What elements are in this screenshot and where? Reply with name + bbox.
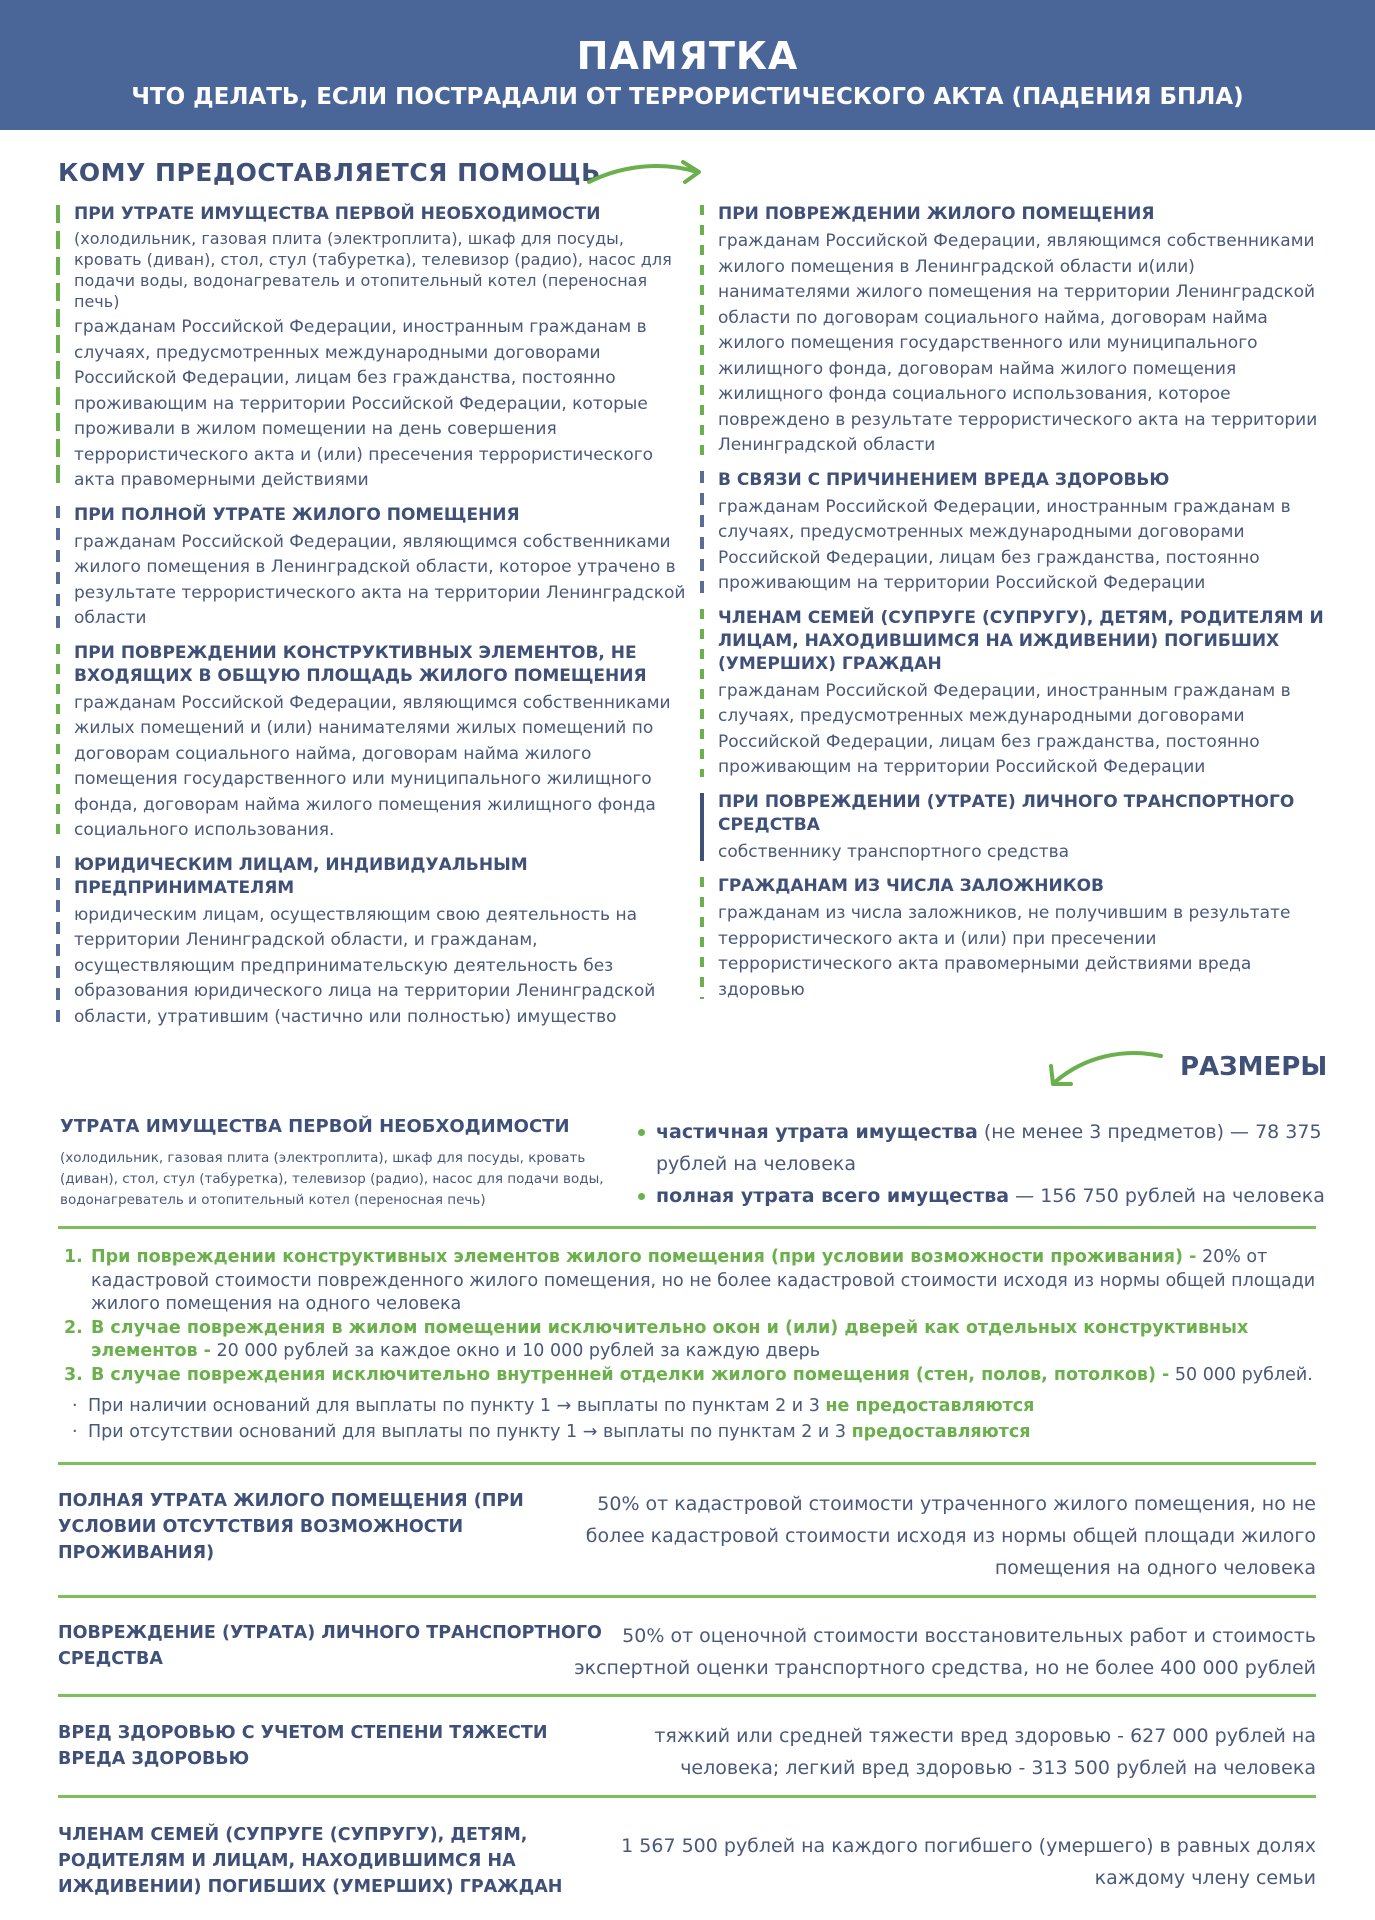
loss-note: (холодильник, газовая плита (электроплита), шкаф для посуды, кровать (диван), стол, стул (табуретка), телевизор (радио), насос для подачи воды, водонагреватель и отопительный котел (переносная печь) (60, 1150, 604, 1208)
size-row-label: ВРЕД ЗДОРОВЬЮ С УЧЕТОМ СТЕПЕНИ ТЯЖЕСТИ ВРЕДА ЗДОРОВЬЮ (58, 1723, 548, 1769)
size-row-label: ПОВРЕЖДЕНИЕ (УТРАТА) ЛИЧНОГО ТРАНСПОРТНОГО СРЕДСТВА (58, 1623, 602, 1669)
item-condition: При повреждении конструктивных элементов жилого помещения (при условии возможности проживания) - (91, 1247, 1197, 1267)
note-text: При наличии оснований для выплаты по пункту 1 → выплаты по пунктам 2 и 3 (88, 1396, 826, 1416)
list-item (64, 1364, 1324, 1388)
divider (58, 1226, 1316, 1229)
help-block (700, 203, 1330, 459)
help-section-title: КОМУ ПРЕДОСТАВЛЯЕТСЯ ПОМОЩЬ (58, 158, 601, 187)
bullet: · (72, 1396, 78, 1416)
loss-item-value: (не менее 3 предметов) — 78 375 рублей на человека (656, 1121, 1322, 1175)
arrow-left-icon (1045, 1048, 1165, 1092)
page-title: ПАМЯТКА (576, 34, 799, 78)
help-block (700, 791, 1330, 866)
item-condition: В случае повреждения исключительно внутренней отделки жилого помещения (стен, полов, потолков) - (91, 1364, 1170, 1385)
help-block (700, 875, 1330, 1003)
help-block-heading: ГРАЖДАНАМ ИЗ ЧИСЛА ЗАЛОЖНИКОВ (718, 876, 1105, 896)
help-block-heading: ПРИ ПОВРЕЖДЕНИИ (УТРАТЕ) ЛИЧНОГО ТРАНСПОРТНОГО СРЕДСТВА (718, 791, 1295, 835)
divider (58, 1595, 1316, 1598)
sizes-section-title: РАЗМЕРЫ (1180, 1052, 1328, 1082)
loss-list (634, 1116, 1334, 1212)
help-block (700, 607, 1330, 781)
item-amount: 20 000 рублей за каждое окно и 10 000 рублей за каждую дверь (210, 1341, 821, 1361)
loss-title: УТРАТА ИМУЩЕСТВА ПЕРВОЙ НЕОБХОДИМОСТИ (60, 1116, 570, 1137)
help-block-heading: ПРИ ПОВРЕЖДЕНИИ ЖИЛОГО ПОМЕЩЕНИЯ (718, 204, 1155, 224)
help-block-text: гражданам Российской Федерации, являющимся собственниками жилого помещения в Ленинградской области и(или) нанимателями жилого помещения на территории Ленинградской области по договорам социального найма, договорам найма жилого помещения государственного или муниципального жилищного фонда, договорам найма жилого помещения жилищного фонда социального использования, которое повреждено в результате террористического акта на территории Ленинградской области (718, 231, 1318, 455)
size-row-value: 50% от оценочной стоимости восстановительных работ и стоимость экспертной оценки транспортного средства, но не более 400 000 рублей (574, 1625, 1316, 1679)
divider (58, 1694, 1316, 1697)
item-number: 3. (64, 1364, 83, 1385)
loss-item-value: — 156 750 рублей на человека (1009, 1185, 1325, 1207)
help-block (56, 203, 686, 494)
help-block-heading: ЮРИДИЧЕСКИМ ЛИЦАМ, ИНДИВИДУАЛЬНЫМ ПРЕДПРИНИМАТЕЛЯМ (74, 854, 528, 898)
help-block-text: гражданам из числа заложников, не получившим в результате террористического акта и (или) при пресечении террористического акта правомерными действиями вреда здоровью (718, 903, 1291, 1000)
help-block (56, 642, 686, 844)
list-item (64, 1317, 1324, 1364)
note-item (64, 1395, 1324, 1419)
size-row-value: 50% от кадастровой стоимости утраченного жилого помещения, но не более кадастровой стоимости исходя из нормы общей площади жилого помещения на одного человека (585, 1493, 1316, 1579)
item-number: 1. (64, 1247, 83, 1267)
help-block (56, 504, 686, 632)
help-block-heading: ПРИ ПОВРЕЖДЕНИИ КОНСТРУКТИВНЫХ ЭЛЕМЕНТОВ, НЕ ВХОДЯЩИХ В ОБЩУЮ ПЛОЩАДЬ ЖИЛОГО ПОМЕЩЕНИЯ (74, 642, 647, 686)
bullet: · (72, 1421, 78, 1442)
item-condition: В случае повреждения в жилом помещении исключительно окон и (или) дверей как отдельных конструктивных элементов - (91, 1317, 1249, 1361)
help-left-column (56, 203, 686, 1040)
note-item (64, 1421, 1324, 1445)
help-block-text: гражданам Российской Федерации, иностранным гражданам в случаях, предусмотренных международными договорами Российской Федерации, лицам без гражданства, постоянно проживающим на территории Российской Федерации (718, 496, 1291, 593)
loss-item-label: частичная утрата имущества (656, 1121, 978, 1143)
help-block-heading: В СВЯЗИ С ПРИЧИНЕНИЕМ ВРЕДА ЗДОРОВЬЮ (718, 469, 1170, 490)
divider (58, 1795, 1316, 1798)
size-row-value: 1 567 500 рублей на каждого погибшего (умершего) в равных долях каждому члену семьи (621, 1835, 1316, 1889)
help-block-heading: ПРИ ПОЛНОЙ УТРАТЕ ЖИЛОГО ПОМЕЩЕНИЯ (74, 504, 520, 525)
item-number: 2. (64, 1317, 83, 1338)
note-highlight: предоставляются (851, 1421, 1031, 1442)
help-block-note: (холодильник, газовая плита (электроплита), шкаф для посуды, кровать (диван), стол, стул (табуретка), телевизор (радио), насос для подачи воды, водонагреватель и отопительный котел (переносная печь) (74, 229, 672, 311)
item-amount: 50 000 рублей. (1169, 1364, 1313, 1385)
help-block-text: собственнику транспортного средства (718, 841, 1070, 862)
divider (58, 1462, 1316, 1465)
list-item (64, 1246, 1324, 1317)
help-block (56, 854, 686, 1031)
help-block-text: гражданам Российской Федерации, иностранным гражданам в случаях, предусмотренных международными договорами Российской Федерации, лицам без гражданства, постоянно проживающим на территории Российской Федерации, которые проживали в жилом помещении на день совершения террористического акта и (или) пресечения террористического акта правомерными действиями (74, 317, 654, 490)
help-block-text: гражданам Российской Федерации, являющимся собственниками жилого помещения в Ленинградской области, которое утрачено в результате террористического акта на территории Ленинградской области (74, 531, 686, 628)
size-row-label: ЧЛЕНАМ СЕМЕЙ (СУПРУГЕ (СУПРУГУ), ДЕТЯМ, РОДИТЕЛЯМ И ЛИЦАМ, НАХОДИВШИМСЯ НА ИЖДИВЕНИИ) ПОГИБШИХ (УМЕРШИХ) ГРАЖДАН (58, 1825, 563, 1897)
damage-list (64, 1246, 1324, 1444)
help-block-text: гражданам Российской Федерации, иностранным гражданам в случаях, предусмотренных международными договорами Российской Федерации, лицам без гражданства, постоянно проживающим на территории Российской Федерации (718, 680, 1291, 777)
arrow-right-icon (585, 158, 705, 192)
help-block (700, 469, 1330, 597)
help-block-text: гражданам Российской Федерации, являющимся собственниками жилых помещений и (или) нанимателями жилых помещений по договорам социального найма, договорам найма жилого помещения государственного или муниципального жилищного фонда, договорам найма жилого помещения жилищного фонда социального использования. (74, 692, 671, 840)
page-subtitle: ЧТО ДЕЛАТЬ, ЕСЛИ ПОСТРАДАЛИ ОТ ТЕРРОРИСТИЧЕСКОГО АКТА (ПАДЕНИЯ БПЛА) (131, 84, 1244, 110)
item-amount: 20% от кадастровой стоимости поврежденного жилого помещения, но не более кадастровой стоимости исходя из нормы общей площади жилого помещения на одного человека (91, 1247, 1316, 1314)
header-banner (0, 0, 1375, 130)
size-row-label: ПОЛНАЯ УТРАТА ЖИЛОГО ПОМЕЩЕНИЯ (ПРИ УСЛОВИИ ОТСУТСТВИЯ ВОЗМОЖНОСТИ ПРОЖИВАНИЯ) (58, 1491, 524, 1563)
loss-item-label: полная утрата всего имущества (656, 1185, 1010, 1207)
help-block-text: юридическим лицам, осуществляющим свою деятельность на территории Ленинградской области, и гражданам, осуществляющим предпринимательскую деятельность без образования юридического лица на территории Ленинградской области, утратившим (частично или полностью) имущество (74, 904, 656, 1027)
help-block-heading: ЧЛЕНАМ СЕМЕЙ (СУПРУГЕ (СУПРУГУ), ДЕТЯМ, РОДИТЕЛЯМ И ЛИЦАМ, НАХОДИВШИМСЯ НА ИЖДИВЕНИИ) ПОГИБШИХ (УМЕРШИХ) ГРАЖДАН (718, 607, 1324, 674)
help-block-heading: ПРИ УТРАТЕ ИМУЩЕСТВА ПЕРВОЙ НЕОБХОДИМОСТИ (74, 204, 601, 224)
note-highlight: не предоставляются (825, 1396, 1035, 1416)
list-item (634, 1116, 1334, 1180)
size-row-value: тяжкий или средней тяжести вред здоровью - 627 000 рублей на человека; легкий вред здоровью - 313 500 рублей на человека (654, 1725, 1316, 1779)
note-text: При отсутствии оснований для выплаты по пункту 1 → выплаты по пунктам 2 и 3 (88, 1421, 852, 1442)
help-right-column (700, 203, 1330, 1013)
list-item (634, 1180, 1334, 1212)
